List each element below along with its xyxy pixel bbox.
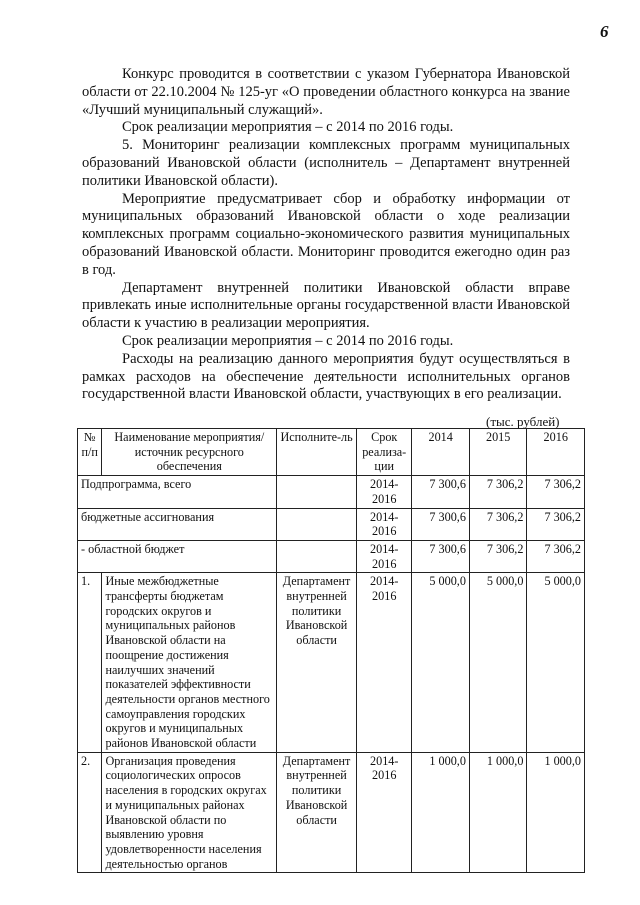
table-row <box>78 573 585 752</box>
row-executor <box>277 540 357 572</box>
row-2015: 7 306,2 <box>469 508 527 540</box>
row-name: Иные межбюджетные трансферты бюджетам городских округов и муниципальных районов Ивановской области на поощрение достижения наилучших значений показателей эффективности деятельности органов местного самоуправления городских округов и муниципальных районов Ивановской области <box>102 573 277 752</box>
row-2015: 7 306,2 <box>469 540 527 572</box>
table-header-row <box>78 429 585 476</box>
paragraph: 5. Мониторинг реализации комплексных программ муниципальных образований Ивановской области (исполнитель – Департамент внутренней политики Ивановской области). <box>82 137 570 189</box>
paragraph: Расходы на реализацию данного мероприятия будут осуществляться в рамках расходов на обеспечение деятельности исполнительных органов государственной власти Ивановской области, участвующих в его реализации. <box>82 350 570 403</box>
row-term: 2014-2016 <box>357 476 412 508</box>
header-2015: 2015 <box>469 429 527 476</box>
row-executor <box>277 476 357 508</box>
paragraph: Конкурс проводится в соответствии с указом Губернатора Ивановской области от 22.10.2004 № 125-уг «О проведении областного конкурса на звание «Лучший муниципальный служащий». <box>82 66 570 118</box>
table-row <box>78 476 585 508</box>
header-executor: Исполните-ль <box>277 429 357 476</box>
page-number: 6 <box>600 22 609 41</box>
row-executor: Департамент внутренней политики Ивановской области <box>277 752 357 873</box>
paragraph: Срок реализации мероприятия – с 2014 по 2016 годы. <box>122 119 454 136</box>
row-2014: 7 300,6 <box>412 476 470 508</box>
paragraph: Департамент внутренней политики Ивановской области вправе привлекать иные исполнительные органы государственной власти Ивановской области к участию в реализации мероприятия. <box>82 279 570 332</box>
paragraph: Срок реализации мероприятия – с 2014 по 2016 годы. <box>122 332 454 349</box>
header-2016: 2016 <box>527 429 585 476</box>
row-2016: 7 306,2 <box>527 540 585 572</box>
row-2016: 5 000,0 <box>527 573 585 752</box>
row-2015: 1 000,0 <box>469 752 527 873</box>
row-label: Подпрограмма, всего <box>78 476 277 508</box>
row-term: 2014-2016 <box>357 752 412 873</box>
row-2014: 7 300,6 <box>412 508 470 540</box>
row-2016: 7 306,2 <box>527 476 585 508</box>
row-num: 2. <box>78 752 102 873</box>
header-name: Наименование мероприятия/ источник ресурсного обеспечения <box>102 429 277 476</box>
row-name: Организация проведения социологических опросов населения в городских округах и муниципальных районах Ивановской области по выявлению уровня удовлетворенности населения деятельностью органов <box>102 752 277 873</box>
header-2014: 2014 <box>412 429 470 476</box>
row-label: бюджетные ассигнования <box>78 508 277 540</box>
row-2016: 7 306,2 <box>527 508 585 540</box>
row-num: 1. <box>78 573 102 752</box>
row-2016: 1 000,0 <box>527 752 585 873</box>
row-2014: 5 000,0 <box>412 573 470 752</box>
table-row <box>78 508 585 540</box>
row-term: 2014-2016 <box>357 508 412 540</box>
paragraph: Мероприятие предусматривает сбор и обработку информации от муниципальных образований Ивановской области о ходе реализации комплексных программ социально-экономического развития муниципальных образований Ивановской области. Мониторинг проводится ежегодно один раз в год. <box>82 190 570 278</box>
events-table <box>77 428 585 873</box>
row-2015: 5 000,0 <box>469 573 527 752</box>
row-executor: Департамент внутренней политики Ивановской области <box>277 573 357 752</box>
row-label: - областной бюджет <box>78 540 277 572</box>
row-term: 2014-2016 <box>357 540 412 572</box>
row-term: 2014-2016 <box>357 573 412 752</box>
row-2014: 1 000,0 <box>412 752 470 873</box>
row-2014: 7 300,6 <box>412 540 470 572</box>
table-row <box>78 752 585 873</box>
header-num: № п/п <box>78 429 102 476</box>
table-row <box>78 540 585 572</box>
row-2015: 7 306,2 <box>469 476 527 508</box>
body-text <box>82 66 570 404</box>
row-executor <box>277 508 357 540</box>
header-term: Срок реализа-ции <box>357 429 412 476</box>
units-label: (тыс. рублей) <box>486 414 560 429</box>
